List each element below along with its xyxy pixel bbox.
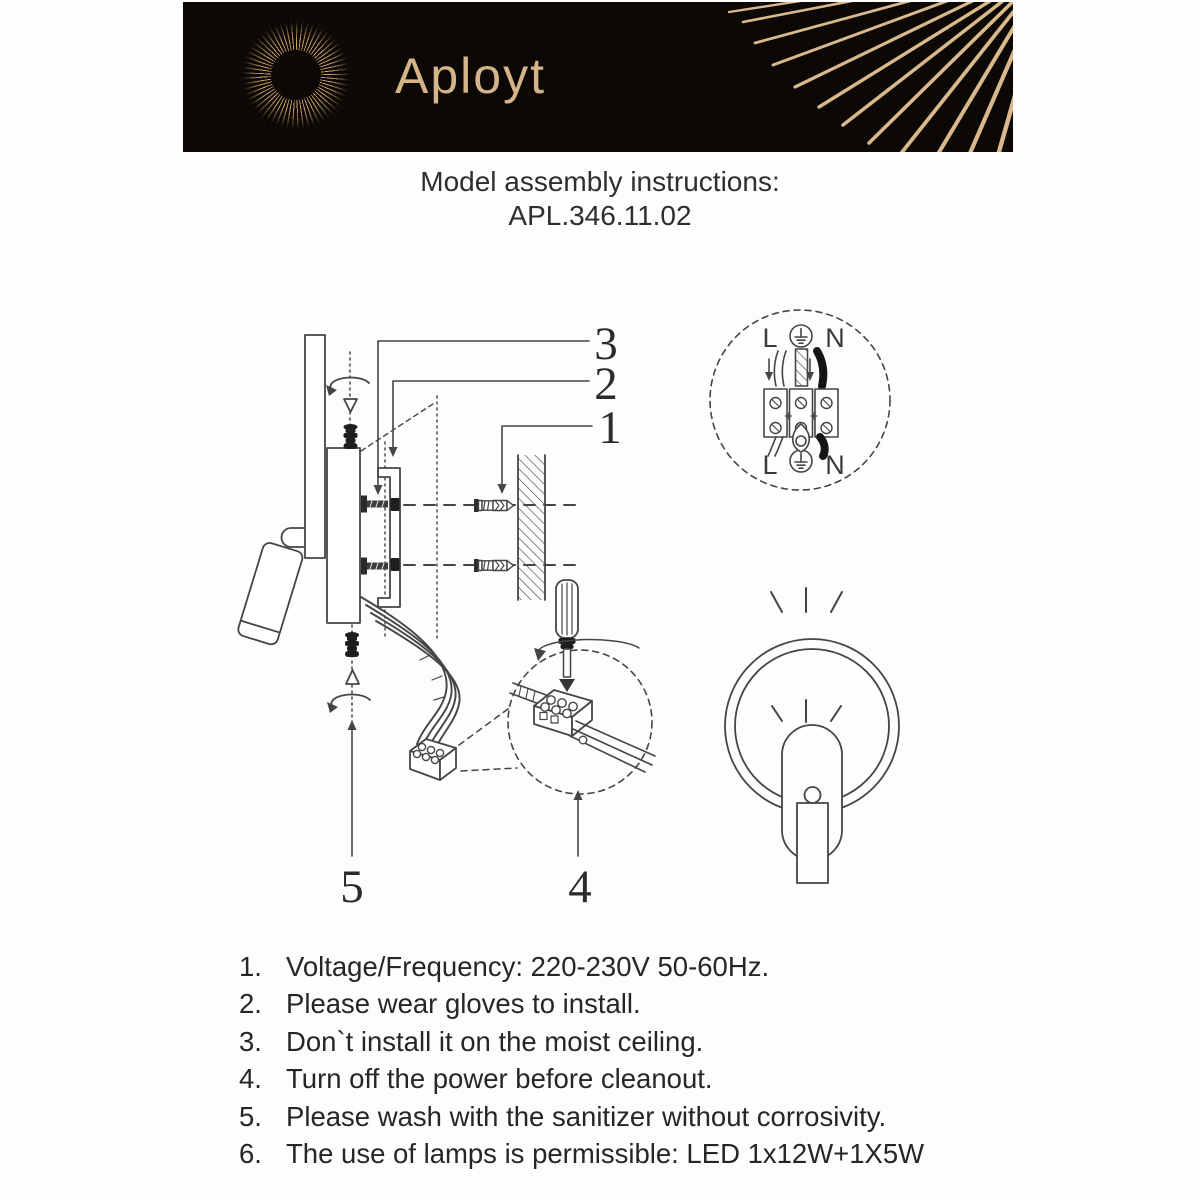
assembly-diagram (220, 280, 960, 960)
list-item (239, 985, 999, 1022)
neutral-wire-lower (820, 437, 825, 456)
bracket-screw-head (391, 498, 400, 511)
wiring-diagram-circle (710, 310, 890, 490)
model-number: APL.346.11.02 (508, 200, 692, 231)
starburst-logo-icon (240, 19, 352, 131)
light-rays-inner-icon (772, 700, 841, 722)
mounting-screw (361, 496, 388, 513)
wall-plate (305, 335, 325, 558)
spot-lamp (237, 528, 305, 646)
set-screw-bottom (345, 632, 359, 657)
mounting-bracket (378, 468, 400, 607)
spot-head (797, 803, 828, 883)
bracket-screw-head (391, 558, 400, 571)
part-label-3: 3 (594, 318, 618, 370)
wire-label-N-top: N (825, 323, 845, 353)
neutral-wire (806, 351, 823, 386)
detail-terminal-block (534, 690, 592, 736)
light-rays-outer-icon (771, 588, 842, 612)
wall-section (518, 455, 545, 600)
item-number: 1. (239, 951, 262, 982)
wall-anchor (474, 559, 514, 572)
wire-label-L-bottom: L (762, 450, 778, 480)
corner-rays-icon (593, 2, 1013, 152)
magnifier-link-line (461, 768, 517, 771)
live-wire (765, 351, 786, 386)
lamp-side-view (237, 335, 575, 722)
rotation-ellipse-icon (538, 640, 639, 656)
item-number: 3. (239, 1025, 262, 1057)
projection-line (361, 402, 436, 451)
pivot-knob (805, 787, 821, 803)
part-label-5: 5 (340, 861, 364, 913)
header-banner (183, 2, 1013, 152)
earth-symbol-top-icon (790, 325, 812, 347)
leader-line-1 (502, 426, 592, 485)
screwdriver-icon (534, 580, 639, 692)
page-title (0, 165, 1200, 233)
item-number: 4. (239, 1063, 262, 1095)
item-text: Turn off the power before cleanout. (286, 1063, 713, 1095)
terminal-detail-circle (508, 650, 655, 794)
mounting-box (327, 448, 360, 623)
list-item (239, 948, 999, 985)
list-item (239, 1098, 999, 1135)
mounting-screw (361, 558, 388, 575)
set-screw-top (344, 424, 358, 449)
wire-label-L-top: L (762, 323, 778, 353)
item-number: 6. (239, 1138, 262, 1170)
item-number: 5. (239, 1100, 262, 1132)
earth-wire (796, 349, 808, 386)
leader-line-2 (393, 381, 589, 448)
instruction-list (239, 948, 999, 1172)
lamp-front-view (725, 588, 899, 883)
item-text: The use of lamps is permissible: LED 1x12W+1X5W (286, 1138, 925, 1170)
terminal-block (410, 739, 456, 780)
list-item (239, 1135, 999, 1172)
item-text: Please wear gloves to install. (286, 988, 641, 1020)
wall-anchor (474, 499, 514, 512)
brand-name: Aployt (395, 48, 546, 104)
part-label-1: 1 (598, 402, 622, 454)
wire-bundle (361, 597, 460, 756)
item-text: Voltage/Frequency: 220-230V 50-60Hz. (286, 951, 770, 982)
logo-core (271, 50, 321, 100)
item-text: Please wash with the sanitizer without corrosivity. (286, 1100, 887, 1132)
magnifier-link-line (459, 706, 512, 745)
part-label-4: 4 (568, 861, 592, 913)
item-text: Don`t install it on the moist ceiling. (286, 1025, 704, 1057)
detail-wires-out (570, 721, 655, 772)
list-item (239, 1023, 999, 1060)
leader-line-3 (378, 341, 589, 486)
item-number: 2. (239, 988, 262, 1020)
title-line: Model assembly instructions: (420, 166, 780, 197)
earth-symbol-bottom-icon (790, 450, 812, 472)
part-label-2: 2 (594, 358, 618, 410)
list-item (239, 1060, 999, 1097)
wire-label-N-bottom: N (825, 450, 845, 480)
